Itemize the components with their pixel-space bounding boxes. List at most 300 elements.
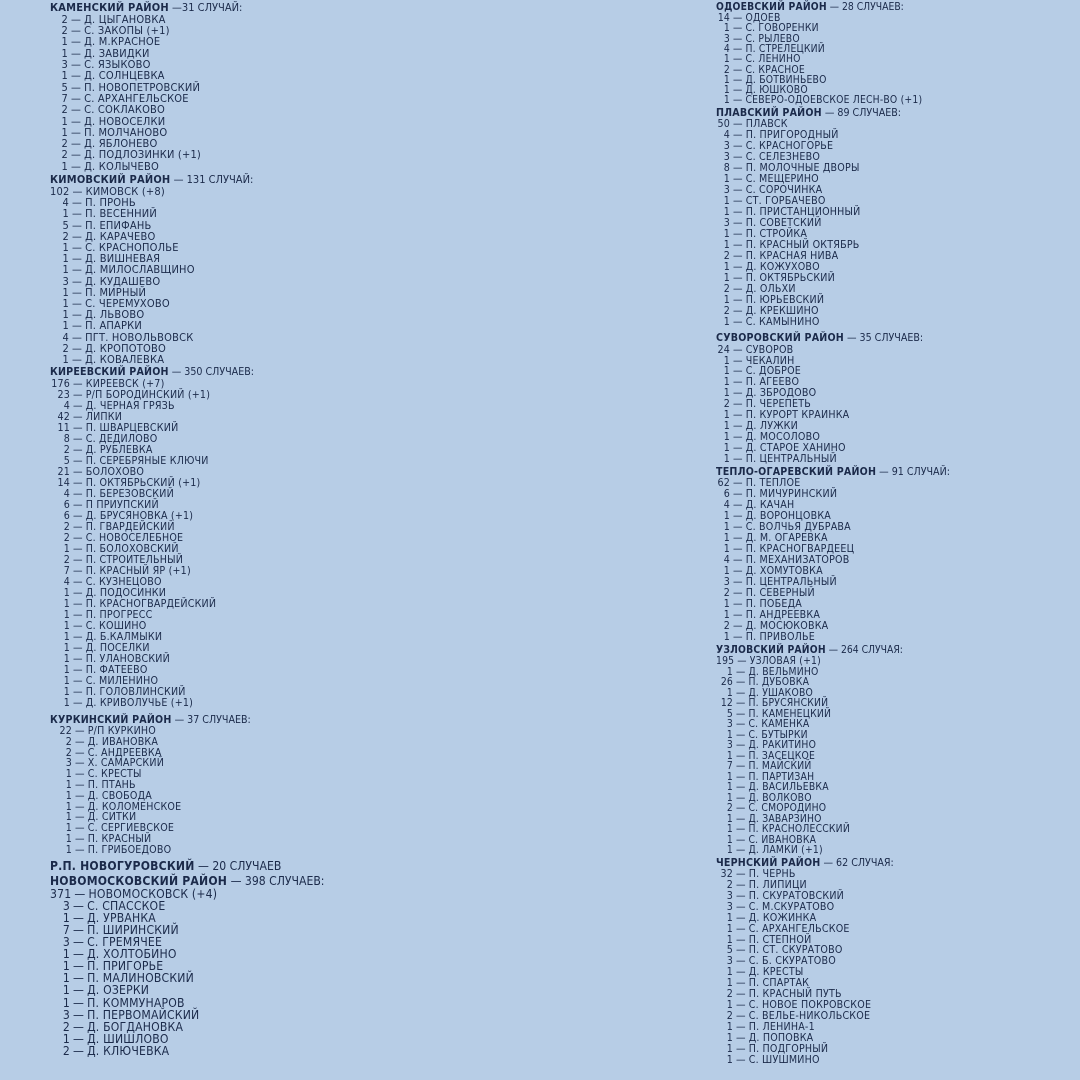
- district-section: [50, 715, 540, 856]
- locality-case-number: 1: [723, 510, 730, 523]
- locality-name: П. ПОБЕДА: [745, 598, 802, 611]
- dash-separator: —: [71, 46, 82, 60]
- locality-name: Д. ЦЫГАНОВКА: [84, 12, 166, 26]
- dash-separator: —: [73, 959, 85, 974]
- locality-case-number: 1: [63, 674, 70, 687]
- dash-separator: —: [73, 663, 83, 676]
- locality-case-number: 4: [62, 196, 69, 210]
- locality-name: П. ПРИСТАНЦИОННЫЙ: [745, 206, 861, 219]
- dash-separator: —: [71, 114, 82, 128]
- dash-separator: —: [736, 998, 746, 1011]
- locality-name: Д. СВОБОДА: [87, 789, 152, 802]
- locality-case-number: 26: [720, 676, 733, 689]
- dash-separator: —: [71, 24, 82, 38]
- dash-separator: —: [71, 35, 82, 49]
- locality-case-number: 1: [726, 812, 733, 825]
- locality-case-number: 2: [63, 553, 70, 566]
- locality-case-number: 1: [62, 285, 69, 299]
- dash-separator: —: [733, 250, 743, 263]
- locality-name: П. ПРИВОЛЬЕ: [745, 631, 815, 644]
- dash-separator: —: [733, 376, 743, 389]
- locality-case-number: 1: [723, 22, 730, 35]
- locality-case-number: 1: [62, 910, 70, 925]
- locality-name: Д. КОЛЫЧЕВО: [84, 159, 159, 173]
- locality-name: С. ЗАКОПЫ (+1): [84, 24, 170, 38]
- locality-name: П. ПТАНЬ: [87, 779, 136, 792]
- right-column: [716, 2, 1076, 1065]
- dash-separator: —: [736, 812, 746, 825]
- locality-case-number: 6: [63, 498, 70, 511]
- locality-case-number: 4: [723, 43, 730, 55]
- locality-case-number: 1: [63, 641, 70, 654]
- district-title: КИРЕЕВСКИЙ РАЙОН: [50, 366, 169, 379]
- locality-case-number: 1: [62, 319, 69, 333]
- dash-separator: —: [73, 696, 83, 709]
- dash-separator: —: [736, 966, 746, 979]
- locality-case-number: 1: [62, 947, 70, 962]
- dash-separator: —: [733, 272, 743, 285]
- locality-name: ПГТ. НОВОЛЬВОВСК: [85, 330, 194, 344]
- locality-name: П. ЗАСЕЦКОЕ: [748, 749, 816, 762]
- locality-name: С. КРАСНОПОЛЬЕ: [85, 240, 179, 254]
- locality-name: СЕВЕРО-ОДОЕВСКОЕ ЛЕСН-ВО (+1): [745, 94, 923, 107]
- dash-separator: —: [736, 665, 746, 678]
- locality-case-number: 4: [62, 330, 69, 344]
- dash-separator: —: [73, 564, 83, 577]
- dash-separator: —: [733, 409, 743, 422]
- locality-name: П. СТРОЙКА: [745, 228, 808, 241]
- locality-case-number: 3: [62, 898, 70, 913]
- dash-separator: —: [72, 263, 83, 277]
- district-title: КАМЕНСКИЙ РАЙОН: [50, 1, 169, 14]
- dash-separator: —: [73, 421, 83, 434]
- dash-separator: —: [72, 352, 83, 366]
- dash-separator: —: [72, 184, 83, 198]
- dash-separator: —: [73, 443, 83, 456]
- locality-name: Д. СОЛНЦЕВКА: [84, 69, 165, 83]
- locality-name: С. КУЗНЕЦОВО: [85, 575, 162, 588]
- dash-separator: —: [73, 575, 83, 588]
- locality-case-number: 1: [723, 631, 730, 644]
- locality-name: П. ПОДГОРНЫЙ: [748, 1042, 829, 1055]
- district-case-count: — 62 СЛУЧАЯ:: [820, 856, 894, 869]
- district-section: [716, 467, 1076, 643]
- locality-case-number: 4: [723, 554, 730, 567]
- locality-case-number: 22: [59, 725, 72, 738]
- locality-name: Д. КЛЮЧЕВКА: [87, 1043, 170, 1058]
- locality-case-number: 1: [726, 665, 733, 678]
- dash-separator: —: [75, 746, 85, 759]
- district-title: СУВОРОВСКИЙ РАЙОН: [716, 332, 844, 345]
- dash-separator: —: [736, 697, 746, 710]
- locality-name: С. СОРОЧИНКА: [745, 184, 823, 197]
- locality-case-number: 1: [65, 779, 72, 792]
- locality-name: П. ТЕПЛОЕ: [745, 477, 801, 490]
- locality-name: Д. КОВАЛЕВКА: [85, 352, 165, 366]
- locality-name: П. ГВАРДЕЙСКИЙ: [85, 520, 175, 533]
- dash-separator: —: [71, 103, 82, 117]
- locality-name: Д. Б.КАЛМЫКИ: [85, 630, 163, 643]
- locality-case-number: 7: [61, 91, 68, 105]
- dash-separator: —: [73, 922, 85, 937]
- locality-case-number: 176: [51, 377, 70, 390]
- locality-case-number: 1: [723, 365, 730, 378]
- dash-separator: —: [733, 631, 743, 644]
- dash-separator: —: [733, 354, 743, 367]
- dash-separator: —: [733, 598, 743, 611]
- dash-separator: —: [73, 388, 83, 401]
- dash-separator: —: [73, 509, 83, 522]
- locality-case-number: 32: [720, 868, 733, 881]
- dash-separator: —: [73, 1007, 85, 1022]
- dash-separator: —: [736, 728, 746, 741]
- locality-name: П. СЕРЕБРЯНЫЕ КЛЮЧИ: [85, 454, 209, 467]
- dash-separator: —: [733, 488, 743, 501]
- locality-name: С. МЕЩЕРИНО: [745, 173, 819, 186]
- dash-separator: —: [73, 652, 83, 665]
- locality-case-number: 14: [717, 12, 730, 25]
- dash-separator: —: [736, 749, 746, 762]
- locality-name: П. АПАРКИ: [85, 319, 143, 333]
- locality-name: Д. КАРАЧЕВО: [85, 229, 156, 243]
- dash-separator: —: [736, 676, 746, 689]
- dash-separator: —: [736, 879, 746, 892]
- locality-case-number: 2: [62, 341, 69, 355]
- dash-separator: —: [736, 833, 746, 846]
- district-section: [716, 645, 1076, 856]
- district-title: ПЛАВСКИЙ РАЙОН: [716, 106, 822, 119]
- dash-separator: —: [73, 487, 83, 500]
- district-title: КУРКИНСКИЙ РАЙОН: [50, 713, 172, 726]
- locality-name: Д. НОВОСЕЛКИ: [84, 114, 166, 128]
- locality-case-number: 62: [717, 477, 730, 490]
- locality-name: С. ЧЕРЕМУХОВО: [85, 296, 170, 310]
- dash-separator: —: [73, 995, 85, 1010]
- locality-name: П. КРАСНЫЙ ПУТЬ: [748, 988, 842, 1001]
- locality-name: С. АРХАНГЕЛЬСКОЕ: [748, 922, 850, 935]
- dash-separator: —: [736, 707, 746, 720]
- dash-separator: —: [72, 196, 83, 210]
- locality-name: П. МАЛИНОВСКИЙ: [87, 971, 194, 986]
- locality-case-number: 2: [61, 103, 68, 117]
- locality-case-number: 1: [63, 608, 70, 621]
- locality-case-number: 3: [723, 140, 730, 153]
- locality-case-number: 2: [62, 1019, 70, 1034]
- locality-name: С. ИВАНОВКА: [748, 833, 817, 846]
- locality-name: П. ОКТЯБРЬСКИЙ: [745, 272, 835, 285]
- locality-case-number: 1: [65, 789, 72, 802]
- dash-separator: —: [733, 63, 743, 76]
- locality-case-number: 42: [57, 410, 70, 423]
- locality-case-number: 1: [726, 749, 733, 762]
- locality-name: КИМОВСК (+8): [85, 184, 165, 198]
- dash-separator: —: [75, 822, 85, 835]
- locality-name: Д. УШАКОВО: [748, 686, 813, 699]
- locality-name: СТ. ГОРБАЧЕВО: [745, 195, 826, 208]
- locality-name: БОЛОХОВО: [85, 465, 145, 478]
- district-case-count: —31 СЛУЧАЙ:: [168, 1, 243, 14]
- locality-name: КИРЕЕВСК (+7): [85, 377, 165, 390]
- locality-case-number: 23: [57, 388, 70, 401]
- locality-case-number: 1: [63, 619, 70, 632]
- locality-case-number: 1: [62, 207, 69, 221]
- dash-separator: —: [72, 207, 83, 221]
- dash-separator: —: [74, 886, 86, 901]
- dash-separator: —: [73, 910, 85, 925]
- dash-separator: —: [72, 319, 83, 333]
- locality-name: П. СПАРТАК: [748, 977, 810, 990]
- dash-separator: —: [75, 725, 85, 738]
- locality-name: П. ЧЕРНЬ: [748, 868, 796, 881]
- dash-separator: —: [736, 1053, 746, 1066]
- locality-case-number: 2: [65, 746, 72, 759]
- locality-case-number: 3: [726, 889, 733, 902]
- dash-separator: —: [733, 441, 743, 454]
- locality-case-number: 195: [716, 655, 735, 668]
- locality-name: Д. ЗАВАРЗИНО: [748, 812, 822, 825]
- locality-name: П. КРАСНАЯ НИВА: [745, 250, 839, 263]
- locality-name: П. ШИРИНСКИЙ: [87, 922, 179, 937]
- locality-case-number: 4: [723, 129, 730, 142]
- dash-separator: —: [73, 454, 83, 467]
- locality-name: Д. ОЛЬХИ: [745, 283, 796, 296]
- dash-separator: —: [733, 576, 743, 589]
- dash-separator: —: [733, 239, 743, 252]
- locality-case-number: 3: [726, 900, 733, 913]
- district-header: [50, 860, 540, 873]
- dash-separator: —: [73, 531, 83, 544]
- dash-separator: —: [733, 195, 743, 208]
- locality-name: Д. СИТКИ: [87, 811, 137, 824]
- locality-case-number: 1: [61, 69, 68, 83]
- locality-case-number: 371: [50, 886, 72, 901]
- locality-row: [716, 454, 1076, 465]
- locality-name: П. АГЕЕВО: [745, 376, 800, 389]
- dash-separator: —: [75, 735, 85, 748]
- locality-name: Д. ПОСЕЛКИ: [85, 641, 150, 654]
- dash-separator: —: [73, 542, 83, 555]
- locality-name: ОДОЕВ: [745, 12, 781, 25]
- locality-name: П. ПАРТИЗАН: [748, 770, 815, 783]
- locality-name: С. ЛЕНИНО: [745, 53, 801, 66]
- dash-separator: —: [73, 377, 83, 390]
- locality-case-number: 5: [726, 707, 733, 720]
- locality-name: С. РЫЛЕВО: [745, 32, 800, 45]
- locality-case-number: 1: [723, 73, 730, 86]
- district-section: [50, 174, 540, 365]
- locality-case-number: 1: [62, 308, 69, 322]
- locality-case-number: 1: [63, 597, 70, 610]
- locality-name: Д. ЗАВИДКИ: [84, 46, 150, 60]
- dash-separator: —: [736, 844, 746, 857]
- locality-case-number: 3: [726, 955, 733, 968]
- locality-case-number: 1: [62, 263, 69, 277]
- locality-case-number: 1: [723, 53, 730, 66]
- district-title: ЧЕРНСКИЙ РАЙОН: [716, 856, 821, 869]
- locality-case-number: 2: [61, 137, 68, 151]
- locality-row: [716, 845, 1076, 856]
- locality-name: П. СТРЕЛЕЦКИЙ: [745, 43, 825, 55]
- locality-name: С. КРЕСТЫ: [87, 768, 142, 781]
- locality-name: П. ДУБОВКА: [748, 676, 810, 689]
- locality-name: П. БРУСЯНСКИЙ: [748, 697, 829, 710]
- locality-row: [716, 317, 1076, 328]
- dash-separator: —: [71, 69, 82, 83]
- locality-name: П. КУРОРТ КРАИНКА: [745, 409, 850, 422]
- dash-separator: —: [73, 674, 83, 687]
- locality-name: Д. ПОПОВКА: [748, 1031, 814, 1044]
- dash-separator: —: [736, 977, 746, 990]
- locality-case-number: 4: [723, 499, 730, 512]
- locality-case-number: 6: [63, 509, 70, 522]
- locality-case-number: 14: [57, 476, 70, 489]
- locality-case-number: 1: [723, 294, 730, 307]
- locality-name: П. МОЛЧАНОВО: [84, 125, 168, 139]
- locality-name: П. ФАТЕЕВО: [85, 663, 148, 676]
- locality-name: Д. МИЛОСЛАВЩИНО: [85, 263, 195, 277]
- dash-separator: —: [73, 983, 85, 998]
- locality-name: П. КАМЕНЕЦКИЙ: [748, 707, 832, 720]
- locality-name: П. МАЙСКИЙ: [748, 760, 812, 773]
- locality-name: Д. ПОДЛОЗИНКИ (+1): [84, 148, 201, 162]
- locality-name: С. ЯЗЫКОВО: [84, 58, 151, 72]
- locality-case-number: 1: [726, 781, 733, 794]
- dash-separator: —: [736, 988, 746, 1001]
- dash-separator: —: [736, 955, 746, 968]
- dash-separator: —: [73, 935, 85, 950]
- locality-name: П. СОВЕТСКИЙ: [745, 217, 822, 230]
- locality-case-number: 1: [723, 430, 730, 443]
- locality-name: Д. ШИШЛОВО: [87, 1031, 169, 1046]
- locality-name: Д. КУДАШЕВО: [85, 274, 161, 288]
- locality-name: Д. ЯБЛОНЕВО: [84, 137, 158, 151]
- dash-separator: —: [733, 94, 743, 107]
- locality-name: Д. КАЧАН: [745, 499, 795, 512]
- dash-separator: —: [736, 911, 746, 924]
- locality-name: П. КРАСНОГВАРДЕЕЦ: [745, 543, 855, 556]
- dash-separator: —: [72, 308, 83, 322]
- locality-case-number: 3: [61, 58, 68, 72]
- locality-name: Д. УРВАНКА: [87, 910, 156, 925]
- dash-separator: —: [737, 655, 747, 668]
- locality-case-number: 1: [65, 800, 72, 813]
- left-column: [50, 2, 540, 1057]
- dash-separator: —: [733, 510, 743, 523]
- locality-name: С. Б. СКУРАТОВО: [748, 955, 836, 968]
- locality-name: Д. ЗБРОДОВО: [745, 387, 817, 400]
- locality-case-number: 21: [57, 465, 70, 478]
- locality-case-number: 1: [726, 833, 733, 846]
- dash-separator: —: [733, 184, 743, 197]
- locality-name: Р/П БОРОДИНСКИЙ (+1): [85, 388, 211, 401]
- dash-separator: —: [733, 543, 743, 556]
- locality-case-number: 2: [65, 735, 72, 748]
- locality-case-number: 1: [723, 452, 730, 465]
- locality-name: Д. ИВАНОВКА: [87, 735, 159, 748]
- locality-name: Д. ОЗЕРКИ: [87, 983, 150, 998]
- dash-separator: —: [72, 218, 83, 232]
- locality-case-number: 1: [723, 239, 730, 252]
- locality-case-number: 1: [61, 159, 68, 173]
- locality-name: С. КОШИНО: [85, 619, 147, 632]
- dash-separator: —: [733, 430, 743, 443]
- dash-separator: —: [75, 811, 85, 824]
- locality-name: С. М.СКУРАТОВО: [748, 900, 835, 913]
- locality-case-number: 1: [723, 84, 730, 97]
- locality-case-number: 8: [63, 432, 70, 445]
- locality-case-number: 3: [723, 32, 730, 45]
- locality-case-number: 4: [63, 575, 70, 588]
- locality-case-number: 11: [57, 421, 70, 434]
- dash-separator: —: [71, 58, 82, 72]
- locality-case-number: 4: [63, 487, 70, 500]
- locality-case-number: 2: [726, 1009, 733, 1022]
- locality-case-number: 1: [723, 441, 730, 454]
- locality-name: П. ЛИПИЦИ: [748, 879, 807, 892]
- dash-separator: —: [736, 770, 746, 783]
- locality-case-number: 7: [63, 564, 70, 577]
- dash-separator: —: [73, 410, 83, 423]
- dash-separator: —: [73, 619, 83, 632]
- locality-case-number: 1: [62, 240, 69, 254]
- locality-case-number: 102: [50, 184, 70, 198]
- locality-case-number: 1: [726, 1042, 733, 1055]
- locality-name: Д. ЛАМКИ (+1): [748, 844, 823, 857]
- locality-case-number: 2: [61, 24, 68, 38]
- locality-case-number: 3: [726, 739, 733, 752]
- locality-name: Д. ВЕЛЬМИНО: [748, 665, 819, 678]
- locality-case-number: 1: [726, 911, 733, 924]
- dash-separator: —: [72, 285, 83, 299]
- locality-name: С. БУТЫРКИ: [748, 728, 808, 741]
- locality-case-number: 1: [61, 35, 68, 49]
- locality-case-number: 1: [726, 791, 733, 804]
- dash-separator: —: [73, 1043, 85, 1058]
- locality-name: С. НОВОСЕЛЕБНОЕ: [85, 531, 184, 544]
- dash-separator: —: [75, 800, 85, 813]
- locality-name: П. НОВОПЕТРОВСКИЙ: [84, 80, 201, 94]
- dash-separator: —: [736, 944, 746, 957]
- dash-separator: —: [73, 947, 85, 962]
- locality-name: П. МОЛОЧНЫЕ ДВОРЫ: [745, 162, 860, 175]
- dash-separator: —: [73, 432, 83, 445]
- locality-case-number: 2: [63, 443, 70, 456]
- locality-case-number: 5: [62, 218, 69, 232]
- locality-row: [716, 632, 1076, 643]
- locality-case-number: 1: [723, 387, 730, 400]
- dash-separator: —: [75, 843, 85, 856]
- locality-row: [716, 95, 1076, 105]
- dash-separator: —: [736, 760, 746, 773]
- locality-name: П ПРИУПСКИЙ: [85, 498, 159, 511]
- locality-case-number: 1: [62, 252, 69, 266]
- locality-case-number: 3: [62, 274, 69, 288]
- district-case-count: — 264 СЛУЧАЯ:: [825, 644, 903, 657]
- dash-separator: —: [72, 274, 83, 288]
- dash-separator: —: [72, 240, 83, 254]
- locality-case-number: 1: [63, 586, 70, 599]
- dash-separator: —: [736, 889, 746, 902]
- locality-case-number: 1: [62, 983, 70, 998]
- locality-name: Д. ВОРОНЦОВКА: [745, 510, 832, 523]
- dash-separator: —: [733, 12, 743, 25]
- dash-separator: —: [733, 84, 743, 97]
- dash-separator: —: [73, 608, 83, 621]
- locality-case-number: 1: [63, 696, 70, 709]
- locality-name: СУВОРОВ: [745, 343, 794, 356]
- locality-name: П. АНДРЕЕВКА: [745, 609, 821, 622]
- locality-name: С. ДЕДИЛОВО: [85, 432, 158, 445]
